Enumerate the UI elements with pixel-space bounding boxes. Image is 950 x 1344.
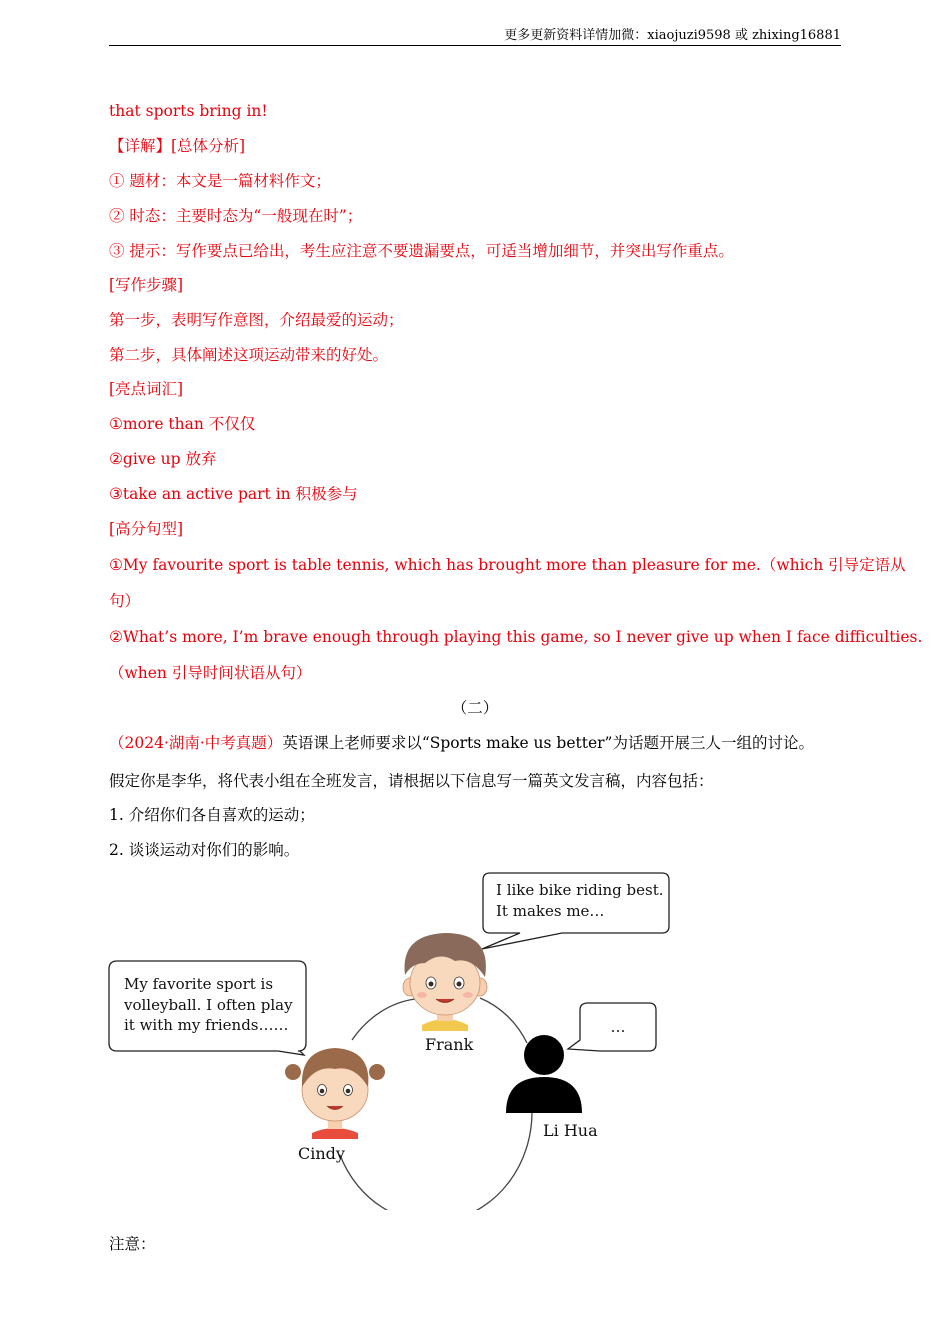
text-line: that sports bring in! [109,102,268,120]
frank-bubble-line: It makes me… [496,902,605,920]
text-line: ② 时态：主要时态为“一般现在时”； [109,207,363,225]
cindy-avatar-icon [285,1048,385,1139]
text-line: 注意： [109,1235,156,1253]
cindy-bubble-line: volleyball. I often play [124,996,293,1014]
circle-arc [340,1113,532,1210]
frank-speech-bubble [482,873,669,949]
question-source: （2024·湖南·中考真题） [109,734,283,752]
text-line: 句） [109,592,141,610]
text-line: 假定你是李华，将代表小组在全班发言，请根据以下信息写一篇英文发言稿，内容包括： [109,772,714,790]
text-line: ①more than 不仅仅 [109,415,256,433]
frank-avatar-icon [403,933,487,1031]
lihua-name-label: Li Hua [543,1121,598,1140]
question-text: 英语课上老师要求以“Sports make us better”为话题开展三人一组的讨论。 [282,734,814,752]
text-line: 1. 介绍你们各自喜欢的运动； [109,806,315,824]
text-line: ③take an active part in 积极参与 [109,485,358,503]
cindy-bubble-line: it with my friends…… [124,1016,289,1034]
cindy-name-label: Cindy [298,1144,345,1163]
text-line: ③ 提示：写作要点已给出，考生应注意不要遗漏要点，可适当增加细节，并突出写作重点。 [109,242,734,260]
section-number: （二） [451,699,499,717]
section-heading: [高分句型] [109,520,184,538]
circle-arc [480,998,527,1043]
lihua-bubble-text: … [610,1018,626,1036]
text-line: （when 引导时间状语从句） [109,664,312,682]
text-line: ②What’s more, I’m brave enough through playing this game, so I never give up when I face difficulties. [109,628,923,646]
circle-arc [352,999,415,1040]
page-header: 更多更新资料详情加微：xiaojuzi9598 或 zhixing16881 [109,27,841,46]
cindy-bubble-line: My favorite sport is [124,975,274,993]
discussion-illustration [100,865,700,1210]
lihua-speech-bubble [568,1003,656,1051]
frank-name-label: Frank [425,1035,474,1054]
text-line: ①My favourite sport is table tennis, which has brought more than pleasure for me.（which 引导定语从 [109,556,906,574]
frank-bubble-line: I like bike riding best. [496,881,664,899]
section-heading: 【详解】[总体分析] [109,137,246,155]
section-heading: [写作步骤] [109,276,184,294]
cindy-speech-bubble [109,961,306,1055]
text-line: 第二步，具体阐述这项运动带来的好处。 [109,346,389,364]
circle-arc [371,1009,390,1055]
text-line: 第一步，表明写作意图，介绍最爱的运动； [109,311,404,329]
question-intro [109,732,841,754]
section-heading: [亮点词汇] [109,380,184,398]
text-line: ① 题材：本文是一篇材料作文； [109,172,331,190]
text-line: 2. 谈谈运动对你们的影响。 [109,841,300,859]
text-line: ②give up 放弃 [109,450,217,468]
